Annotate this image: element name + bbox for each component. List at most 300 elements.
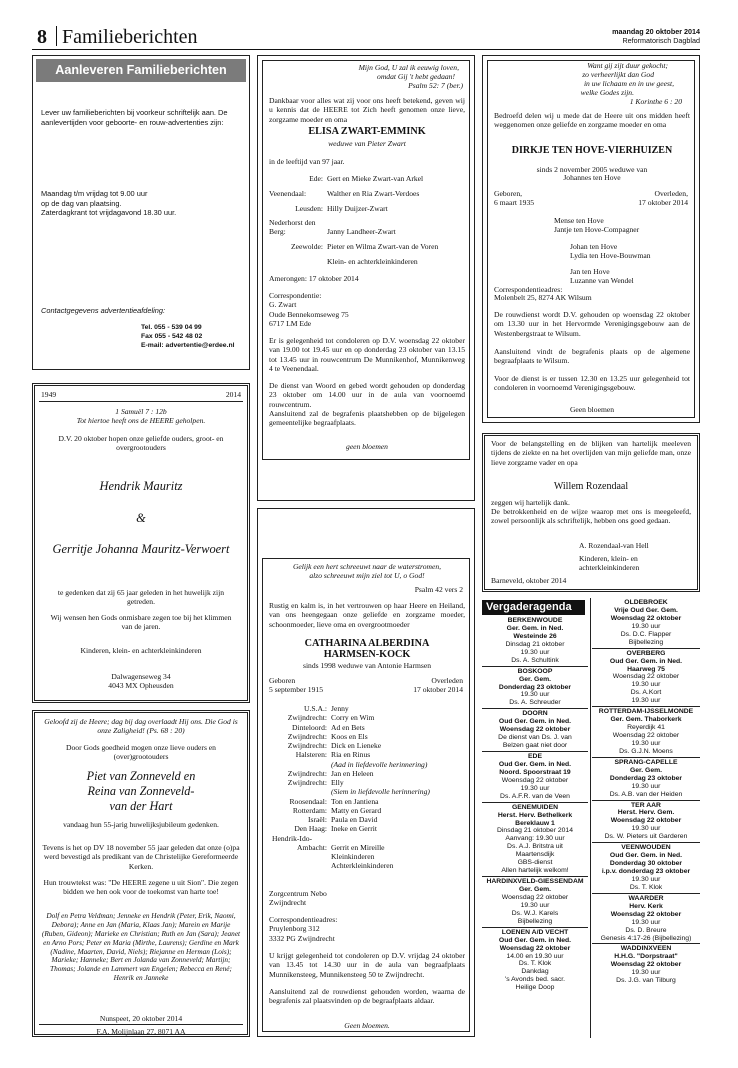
relative-row xyxy=(269,704,465,713)
agenda-line: 19.30 uur xyxy=(631,681,661,689)
rel-place: Rotterdam: xyxy=(292,805,327,815)
agenda-location: Noord. Spoorstraat 19 xyxy=(499,768,571,776)
vierhuizen-service: De rouwdienst wordt D.V. gehouden op woensdag 22 oktober om 13.30 uur in het Hervormde Verenigingsgebouw aan de Westenbergstraat te Wilsum. xyxy=(494,310,690,338)
vierhuizen-flowers: Geen bloemen xyxy=(569,405,615,414)
agenda-right-column xyxy=(592,598,700,986)
harmsen-verse-ref: Psalm 42 vers 2 xyxy=(414,585,463,594)
harmsen-relatives xyxy=(269,704,465,871)
name-husband: Hendrik Mauritz xyxy=(99,479,183,493)
agenda-line: Woensdag 22 oktober xyxy=(612,732,680,739)
submission-times xyxy=(41,189,241,218)
name-line2: Reina van Zonneveld- xyxy=(87,784,195,798)
contact-email[interactable]: E-mail: advertentie@erdee.nl xyxy=(141,341,235,349)
agenda-line: Ds. J.G. van Tilburg xyxy=(616,977,676,985)
agenda-line: Ds. A.F.R. van de Veen xyxy=(500,792,570,800)
rozendaal-intro: Voor de belangstelling en de blijken van hartelijk meeleven tijdens de ziekte en na het overlijden van mijn geliefde man, onze lieve zorgzame vader en opa xyxy=(491,439,691,467)
header-paper: Reformatorisch Dagblad xyxy=(622,36,700,45)
zwart-condole: Er is gelegenheid tot condoleren op D.V. woensdag 22 oktober van 19.00 tot 19.45 uur en op donderdag 23 oktober van 13.15 tot 13.45 uur in rouwcentrum De Munnikenhof, Munnikenweg 4 te Veenendaal. xyxy=(269,336,465,373)
corr-label: Correspondentieadres: xyxy=(269,915,338,924)
agenda-church: Oud Ger. Gem. in Ned. xyxy=(609,657,683,665)
agenda-line: Ds. D.C. Flapper xyxy=(620,630,672,638)
relative-row xyxy=(269,843,465,852)
agenda-entry xyxy=(482,667,588,710)
agenda-church: H.H.G. "Dorpstraat" xyxy=(614,953,678,961)
header-rule xyxy=(32,49,700,50)
relative-row xyxy=(269,852,465,861)
submission-time-line: Zaterdagkrant tot vrijdagavond 18.30 uur. xyxy=(41,208,177,218)
vierhuizen-verse2: zo verheerlijkt dan God xyxy=(582,70,654,79)
relative-row xyxy=(269,787,465,796)
corr-street: Pruylenborg 312 xyxy=(269,924,320,934)
rel-place: Den Haag: xyxy=(294,824,327,834)
rel-names: Elly xyxy=(331,778,344,787)
harmsen-verse2: alzo schreeuwt mijn ziel tot U, o God! xyxy=(309,571,425,580)
harmsen-died-label: Overleden xyxy=(431,676,463,685)
rozendaal-thanks: zeggen wij hartelijk dank. xyxy=(491,498,570,507)
submission-time-line: op de dag van plaatsing. xyxy=(41,198,122,208)
name-line3: van der Hart xyxy=(109,799,173,813)
family-line: Luzanne van Wendel xyxy=(570,276,634,286)
agenda-line: Ds. T. Klok xyxy=(629,883,663,891)
rozendaal-sign: A. Rozendaal-van Hell xyxy=(579,541,649,550)
rozendaal-place-date: Barneveld, oktober 2014 xyxy=(491,576,567,585)
agenda-church: Oud Ger. Gem. in Ned. xyxy=(498,718,572,726)
header-divider xyxy=(56,26,57,46)
agenda-location: Woensdag 22 oktober xyxy=(499,944,571,952)
harmsen-correspondence xyxy=(269,915,337,943)
agenda-line: Ds. A. Schreuder xyxy=(509,699,561,707)
agenda-location: Woensdag 22 oktober xyxy=(610,614,682,622)
relative-row xyxy=(269,797,465,806)
rozendaal-text: De betrokkenheid en de wijze waarop met ons is meegeleefd, zowel persoonlijk als schriftelijk, hebben ons goed gedaan. xyxy=(491,507,691,526)
agenda-location: i.p.v. donderdag 23 oktober xyxy=(601,868,691,875)
rel-names: Gert en Mieke Zwart-van Arkel xyxy=(327,174,424,183)
zwart-subtitle: weduwe van Pieter Zwart xyxy=(328,139,406,148)
agenda-church: Oud Ger. Gem. in Ned. xyxy=(498,936,572,944)
contact-details xyxy=(141,324,249,350)
agenda-place: OVERBERG xyxy=(626,649,666,657)
relative-row xyxy=(269,815,465,824)
agenda-church: Vrije Oud Ger. Gem. xyxy=(614,606,678,614)
family-line: Lydia ten Hove-Bouwman xyxy=(570,250,651,260)
agenda-entry xyxy=(592,758,700,801)
agenda-place: VEENWOUDEN xyxy=(621,844,671,852)
rel-names: Ad en Bets xyxy=(331,722,365,732)
agenda-place: BERKENWOUDE xyxy=(507,617,563,624)
agenda-place: TER AAR xyxy=(631,801,661,809)
rel-place: Hendrik-Ido- xyxy=(272,833,313,843)
zonneveld-rule xyxy=(39,1024,243,1025)
rel-names: Achterkleinkinderen xyxy=(331,861,394,871)
rozendaal-kids2: achterkleinkinderen xyxy=(579,563,640,572)
rel-place: Israël: xyxy=(308,815,327,824)
agenda-entry xyxy=(592,894,700,945)
vierhuizen-verse3: in uw lichaam en in uw geest, xyxy=(583,79,674,88)
rel-names: Matty en Gerard xyxy=(331,805,382,815)
vierhuizen-intro: Bedroefd delen wij u mede dat de Heere uit ons midden heeft weggenomen onze geliefde en zorgzame moeder en oma xyxy=(494,111,690,130)
agenda-line: 19.30 uur xyxy=(631,969,661,977)
agenda-line: Ds. A.Kort xyxy=(630,689,662,697)
agenda-line: Ds. W. Pieters uit Garderen xyxy=(604,833,688,841)
harmsen-born-date: 5 september 1915 xyxy=(269,685,323,694)
agenda-line: 19.30 uur xyxy=(631,918,661,926)
vierhuizen-born-date: 6 maart 1935 xyxy=(494,198,535,207)
agenda-church: Herv. Kerk xyxy=(629,902,663,910)
agenda-place: ROTTERDAM-IJSSELMONDE xyxy=(598,708,694,716)
mauritz-intro: D.V. 20 oktober hopen onze geliefde ouders, groot- en overgrootouders xyxy=(58,434,224,453)
zwart-name: ELISA ZWART-EMMINK xyxy=(308,126,426,137)
vierhuizen-name: DIRKJE TEN HOVE-VIERHUIZEN xyxy=(511,145,673,156)
zonneveld-text3: Hun trouwtekst was: "De HEERE zegene u uit Sion". Die zegen bidden we hen ook voor de toekomst van harte toe! xyxy=(43,878,239,897)
page-number: 8 xyxy=(37,26,47,48)
rel-names: Ton en Jantiena xyxy=(331,796,379,806)
rel-place xyxy=(269,760,331,769)
contact-phone: Tel. 055 - 539 04 99 xyxy=(141,324,202,331)
agenda-line: Belzen gaat niet door xyxy=(502,742,568,750)
agenda-left-column xyxy=(482,616,588,993)
zwart-verse2: omdat Gij 't hebt gedaan! xyxy=(377,72,455,81)
relative-row xyxy=(269,741,465,750)
agenda-line: Genesis 4:17-26 (Bijbellezing) xyxy=(600,934,692,942)
name-wife: Gerritje Johanna Mauritz-Verwoert xyxy=(52,542,230,556)
vierhuizen-obituary xyxy=(487,60,695,418)
page-header xyxy=(37,24,700,50)
agenda-line: 19.30 uur xyxy=(631,739,661,747)
zonneveld-intro: Door Gods goedheid mogen onze lieve ouders en (over)grootouders xyxy=(66,743,216,762)
zwart-obituary xyxy=(262,60,470,460)
corr-street: Oude Bennekomseweg 75 xyxy=(269,309,349,319)
rozendaal-name: Willem Rozendaal xyxy=(553,481,629,492)
agenda-location: Donderdag 23 oktober xyxy=(498,683,572,691)
agenda-place: WAARDER xyxy=(628,894,664,902)
relative-row xyxy=(269,824,465,833)
zwart-verse-ref: Psalm 52: 7 (ber.) xyxy=(408,81,463,90)
agenda-location: Donderdag 23 oktober xyxy=(609,774,683,782)
care-home-city: Zwijndrecht xyxy=(269,898,307,908)
agenda-line: Bijbellezing xyxy=(628,638,664,646)
vierhuizen-condole: Voor de dienst is er tussen 12.30 en 13.25 uur gelegenheid tot condoleren in voornoemd Verenigingsgebouw. xyxy=(494,374,690,393)
rel-place: U.S.A.: xyxy=(304,704,327,713)
vierhuizen-burial: Aansluitend vindt de begrafenis plaats op de algemene begraafplaats te Wilsum. xyxy=(494,347,690,366)
family-spacer xyxy=(554,235,651,242)
agenda-line: 19.30 uur xyxy=(631,622,661,630)
agenda-line: Dankdag xyxy=(521,968,549,976)
agenda-line: 19.30 uur xyxy=(631,782,661,790)
year-right: 2014 xyxy=(225,390,241,399)
zwart-service: De dienst van Woord en gebed wordt gehouden op donderdag 23 oktober om 14.00 uur in de aula van voornoemd rouwcentrum. xyxy=(269,381,465,409)
agenda-location: Woensdag 22 oktober xyxy=(610,961,682,969)
agenda-line: 14.00 en 19.30 uur xyxy=(506,952,564,960)
agenda-entry xyxy=(592,801,700,844)
agenda-location: Bereklauw 1 xyxy=(515,819,555,827)
agenda-line: Ds. G.J.N. Moens xyxy=(619,747,673,755)
vierhuizen-corr-label: Correspondentieadres: xyxy=(494,285,563,294)
relative-row xyxy=(269,732,465,741)
zonneveld-place-date: Nunspeet, 20 oktober 2014 xyxy=(99,1014,183,1023)
family-spacer xyxy=(554,260,651,267)
relative-row xyxy=(269,834,465,843)
rel-names: Pieter en Wilma Zwart-van de Voren xyxy=(327,242,439,251)
agenda-place: WADDINXVEEN xyxy=(620,945,672,953)
ampersand: & xyxy=(136,511,146,525)
rel-place xyxy=(269,861,331,870)
agenda-location: Woensdag 22 oktober xyxy=(499,726,571,734)
harmsen-condole: U krijgt gelegenheid tot condoleren op D.V. vrijdag 24 oktober van 13.45 tot 14.30 uur in de aula van begraafplaats Munnikensteeg, Munnikensteeg 50 te Zwijndrecht. xyxy=(269,951,465,979)
vierhuizen-family xyxy=(554,216,651,286)
harmsen-name1: CATHARINA ALBERDINA xyxy=(304,638,430,649)
zonneveld-verse: Geloofd zij de Heere; dag bij dag overlaadt Hij ons. Die God is onze Zaligheid! (Ps. 68 : 20) xyxy=(44,717,238,736)
agenda-place: LOENEN A/D VECHT xyxy=(501,928,569,936)
submission-title: Aanleveren Familieberichten xyxy=(36,59,246,82)
submission-info-box xyxy=(32,55,250,370)
zwart-age: in de leeftijd van 97 jaar. xyxy=(269,157,345,166)
corr-city: 3332 PG Zwijndrecht xyxy=(269,933,335,943)
section-title: Familieberichten xyxy=(62,26,198,48)
rel-place xyxy=(269,787,331,796)
rel-names: (Siem in liefdevolle herinnering) xyxy=(331,787,430,797)
harmsen-flowers: Geen bloemen. xyxy=(344,1021,390,1030)
mauritz-text1: te gedenken dat zij 65 jaar geleden in het huwelijk zijn getreden. xyxy=(57,588,225,607)
mauritz-text2: Wij wensen hen Gods onmisbare zegen toe bij het klimmen van de jaren. xyxy=(50,613,232,632)
agenda-entry xyxy=(482,928,588,994)
agenda-location: Woensdag 22 oktober xyxy=(610,910,682,918)
year-left: 1949 xyxy=(41,390,57,399)
agenda-line: De dienst van Ds. J. van xyxy=(498,734,572,742)
corr-name: G. Zwart xyxy=(269,300,297,310)
rozendaal-kids1: Kinderen, klein- en xyxy=(579,554,638,563)
rel-names: Janny Landheer-Zwart xyxy=(327,227,396,236)
agenda-church: Ger. Gem. in Ned. xyxy=(506,624,564,632)
relative-row xyxy=(269,769,465,778)
rel-place: Zwijndrecht: xyxy=(287,741,327,750)
agenda-line: GBS-dienst xyxy=(517,859,553,867)
rel-names: Hilly Duijzer-Zwart xyxy=(327,204,388,213)
agenda-church: Ger. Gem. xyxy=(518,886,552,893)
agenda-line: 19.30 uur xyxy=(631,825,661,833)
rel-place: Roosendaal: xyxy=(289,796,327,806)
zwart-correspondence xyxy=(269,291,349,328)
agenda-line: 19.30 uur xyxy=(520,901,550,909)
vierhuizen-verse-ref: 1 Korinthe 6 : 20 xyxy=(629,97,682,106)
rel-names: Kleinkinderen xyxy=(331,852,375,861)
agenda-entry xyxy=(482,752,588,803)
agenda-church: Oud Ger. Gem. in Ned. xyxy=(498,760,572,768)
agenda-line: Aanvang: 19.30 uur xyxy=(505,835,565,843)
zonneveld-anniversary-ad xyxy=(32,710,250,1037)
agenda-line: Reyerdijk 41 xyxy=(627,724,665,732)
corr-city: 6717 LM Ede xyxy=(269,318,312,328)
agenda-line: Allen hartelijk welkom! xyxy=(501,867,569,875)
agenda-line: 19.30 uur xyxy=(520,648,550,656)
agenda-location: Donderdag 30 oktober xyxy=(609,860,683,868)
agenda-line: Woensdag 22 oktober xyxy=(501,893,569,901)
agenda-line: 19.30 uur xyxy=(631,875,661,883)
harmsen-obituary xyxy=(262,558,470,1032)
rel-place xyxy=(269,852,331,861)
family-line: Jan ten Hove xyxy=(570,267,610,276)
family-line: Johan ten Hove xyxy=(570,241,618,251)
vierhuizen-sub1: sinds 2 november 2005 weduwe van xyxy=(536,165,648,174)
relative-row xyxy=(269,861,465,870)
rel-names: Jan en Heleen xyxy=(331,768,374,778)
rel-names: (Aad in liefdevolle herinnering) xyxy=(331,759,428,769)
agenda-line: Woensdag 22 oktober xyxy=(612,673,680,681)
header-date: maandag 20 oktober 2014 xyxy=(612,27,700,36)
submission-intro: Lever uw familieberichten bij voorkeur schriftelijk aan. De aanlevertijden voor geboorte- en rouw-advertenties zijn: xyxy=(41,108,228,127)
agenda-col-divider xyxy=(590,598,591,1038)
relative-row xyxy=(269,723,465,732)
vierhuizen-born-label: Geboren, xyxy=(494,189,523,198)
meeting-agenda xyxy=(482,598,700,1038)
zonneveld-address: F.A. Molijnlaan 27, 8071 AA xyxy=(96,1027,186,1036)
harmsen-subtitle: sinds 1998 weduwe van Antonie Harmsen xyxy=(302,661,432,670)
agenda-entry xyxy=(592,649,700,708)
rel-names: Corry en Wim xyxy=(331,713,375,723)
agenda-church: Ger. Gem. Thaborkerk xyxy=(610,716,682,724)
relative-row xyxy=(269,750,465,759)
mauritz-address-street: Dalwagenseweg 34 xyxy=(111,672,171,681)
agenda-entry xyxy=(482,616,588,667)
agenda-line: Ds. A.J. Britstra uit xyxy=(507,843,563,851)
harmsen-name2: HARMSEN-KOCK xyxy=(323,649,411,660)
agenda-place: HARDINXVELD-GIESSENDAM xyxy=(486,878,584,886)
agenda-line: 's Avonds bed. sacr. xyxy=(504,976,566,984)
rel-place: Zwijndrecht: xyxy=(287,778,327,787)
agenda-line: 19.30 uur xyxy=(520,784,550,792)
rel-names: Jenny xyxy=(331,704,349,713)
zonneveld-text2: Tevens is het op DV 18 november 55 jaar geleden dat onze (o)pa werd bevestigd als predikant van de Christelijke Gereformeerde Kerken. xyxy=(42,843,240,871)
agenda-location: Woensdag 22 oktober xyxy=(610,817,682,825)
zonneveld-text1: vandaag hun 55-jarig huwelijksjubileum gedenken. xyxy=(63,820,219,829)
submission-time-line: Maandag t/m vrijdag tot 9.00 uur xyxy=(41,189,148,198)
rel-names: Koos en Els xyxy=(331,731,368,741)
contact-fax: Fax 055 - 542 48 02 xyxy=(141,332,203,340)
agenda-place: EDE xyxy=(528,753,542,760)
agenda-location: Westeinde 26 xyxy=(513,632,557,640)
agenda-line: Heilige Doop xyxy=(515,984,555,992)
agenda-church: Ger. Gem. xyxy=(629,766,663,774)
agenda-entry xyxy=(592,707,700,758)
relative-row xyxy=(269,806,465,815)
agenda-entry xyxy=(592,843,700,894)
relative-row xyxy=(269,778,465,787)
mauritz-address-city: 4043 MX Opheusden xyxy=(108,681,174,690)
zwart-verse1: Mijn God, U zal ik eeuwig loven, xyxy=(358,63,459,72)
verse-text: Tot hiertoe heeft ons de HEERE geholpen. xyxy=(76,416,206,425)
relative-row xyxy=(269,713,465,722)
rel-place: Ede: xyxy=(309,174,323,183)
agenda-line: Woensdag 22 oktober xyxy=(501,776,569,784)
zwart-flowers: geen bloemen xyxy=(346,442,388,451)
agenda-church: Herst. Herv. Bethelkerk xyxy=(497,811,573,819)
agenda-entry xyxy=(482,877,588,928)
rel-place: Zeewolde: xyxy=(290,242,323,251)
agenda-line: Ds. A. Schultink xyxy=(511,656,559,664)
contact-title: Contactgegevens advertentieafdeling: xyxy=(41,306,166,315)
mauritz-anniversary-ad xyxy=(32,383,250,703)
harmsen-verse1: Gelijk een hert schreeuwt naar de waterstromen, xyxy=(292,562,442,571)
rel-names: Gerrit en Mireille xyxy=(331,842,385,852)
agenda-church: Herst. Herv. Gem. xyxy=(617,809,675,817)
agenda-location: Haarweg 75 xyxy=(627,665,665,673)
rel-place: Zwijndrecht: xyxy=(287,731,327,741)
zwart-grandchildren: Klein- en achterkleinkinderen xyxy=(327,257,418,266)
zwart-intro: Dankbaar voor alles wat zij voor ons heeft betekend, geven wij u kennis dat de HEERE tot Zich heeft genomen onze lieve, zorgzame moeder en oma xyxy=(269,96,465,124)
care-home-name: Zorgcentrum Nebo xyxy=(269,889,327,898)
family-line: Jantje ten Hove-Compagner xyxy=(554,225,640,235)
family-line: Mense ten Hove xyxy=(554,216,604,225)
agenda-place: OLDEBROEK xyxy=(624,599,668,606)
agenda-entry xyxy=(482,803,588,877)
rel-place: Veenendaal: xyxy=(269,189,307,198)
agenda-place: DOORN xyxy=(522,710,548,718)
harmsen-burial: Aansluitend zal de rouwdienst gehouden worden, waarna de begrafenis zal plaatsvinden op de begraafplaats aldaar. xyxy=(269,987,465,1006)
vierhuizen-verse4: welke Godes zijn. xyxy=(580,88,634,97)
harmsen-care-home xyxy=(269,889,327,908)
relative-row xyxy=(269,760,465,769)
harmsen-died-date: 17 oktober 2014 xyxy=(413,685,463,694)
agenda-line: Ds. A.B. van der Heiden xyxy=(609,790,683,798)
rel-names: Ineke en Gerrit xyxy=(331,824,377,834)
agenda-place: SPRANG-CAPELLE xyxy=(614,758,678,766)
agenda-place: GENEMUIDEN xyxy=(511,803,559,811)
agenda-line: Ds. D. Breure xyxy=(625,926,667,934)
agenda-entry xyxy=(482,709,588,752)
rel-names: Paula en David xyxy=(331,815,378,824)
rel-names: Walther en Ria Zwart-Verdoes xyxy=(327,189,420,198)
vierhuizen-verse1: Want gij zijt duur gekocht; xyxy=(587,61,668,70)
rel-names: Dick en Lieneke xyxy=(331,741,382,750)
vierhuizen-sub2: Johannes ten Hove xyxy=(563,173,621,182)
agenda-line: Dinsdag 21 oktober 2014 xyxy=(497,827,573,835)
harmsen-born-label: Geboren xyxy=(269,676,296,685)
rel-place: Zwijndrecht: xyxy=(287,713,327,723)
verse-ref: 1 Samuël 7 : 12b xyxy=(115,407,167,416)
agenda-title: Vergaderagenda xyxy=(482,600,585,615)
rel-place: Zwijndrecht: xyxy=(287,768,327,778)
agenda-church: Ger. Gem. xyxy=(518,675,552,683)
mauritz-content xyxy=(39,390,243,696)
agenda-church: Oud Ger. Gem. in Ned. xyxy=(609,852,683,860)
vierhuizen-died-label: Overleden, xyxy=(654,189,688,198)
zwart-burial: Aansluitend zal de begrafenis plaatshebben op de bijgelegen gemeentelijke begraafplaats. xyxy=(269,409,465,428)
rozendaal-thanks-ad xyxy=(482,433,700,592)
corr-label: Correspondentie: xyxy=(269,291,322,300)
agenda-line: Bijbellezing xyxy=(517,917,553,925)
agenda-line: Ds. T. Klok xyxy=(518,960,552,968)
zwart-place-date: Amerongen: 17 oktober 2014 xyxy=(269,274,359,283)
vierhuizen-died-date: 17 oktober 2014 xyxy=(638,198,688,207)
year-rule xyxy=(39,401,243,402)
rel-place: Dinteloord: xyxy=(291,722,327,732)
name-line1: Piet van Zonneveld en xyxy=(86,769,196,783)
agenda-line: 19.30 uur xyxy=(631,697,661,705)
rel-place: Ambacht: xyxy=(297,842,327,852)
rel-place: Leusden: xyxy=(295,204,323,213)
agenda-line: Dinsdag 21 oktober xyxy=(505,640,565,648)
mauritz-children: Kinderen, klein- en achterkleinkinderen xyxy=(80,646,202,655)
agenda-entry xyxy=(592,944,700,986)
rel-place: Halsteren: xyxy=(295,750,327,760)
vierhuizen-corr: Molenbelt 25, 8274 AK Wilsum xyxy=(494,293,592,302)
agenda-entry xyxy=(592,598,700,649)
agenda-line: Maartensdijk xyxy=(515,851,555,859)
harmsen-intro: Rustig en kalm is, in het vertrouwen op haar Heere en Heiland, van ons heengegaan onze geliefde en zorgzame moeder, schoonmoeder, lieve oma en overgrootmoeder xyxy=(269,601,465,629)
agenda-place: BOSKOOP xyxy=(517,667,553,675)
agenda-line: Ds. W.J. Karels xyxy=(511,909,559,917)
zonneveld-family: Dolf en Petra Veldman; Jenneke en Hendrik (Peter, Erik, Naomi, Debora); Anne en Jan (Maria, Klaas Jan); Marein en Marije (Ruben, Gideon); Marieke en Christian; Ruth en Jan (Sara); Jeanet en Arno Pors; Peter en Maria (Mirthe, Laurens); Gerdine en Mark (Nadine, Maarten, David, Niels); Riejanne en Herman (Lois); Marieke; Hanneke; Bert en Jolanda van Zonneveld; Martijn; Thomas; Jolande en Lammert van Engelen; Rebecca en René; Henrik en Janneke xyxy=(41,911,241,983)
rel-names: Ria en Rinus xyxy=(331,750,371,760)
